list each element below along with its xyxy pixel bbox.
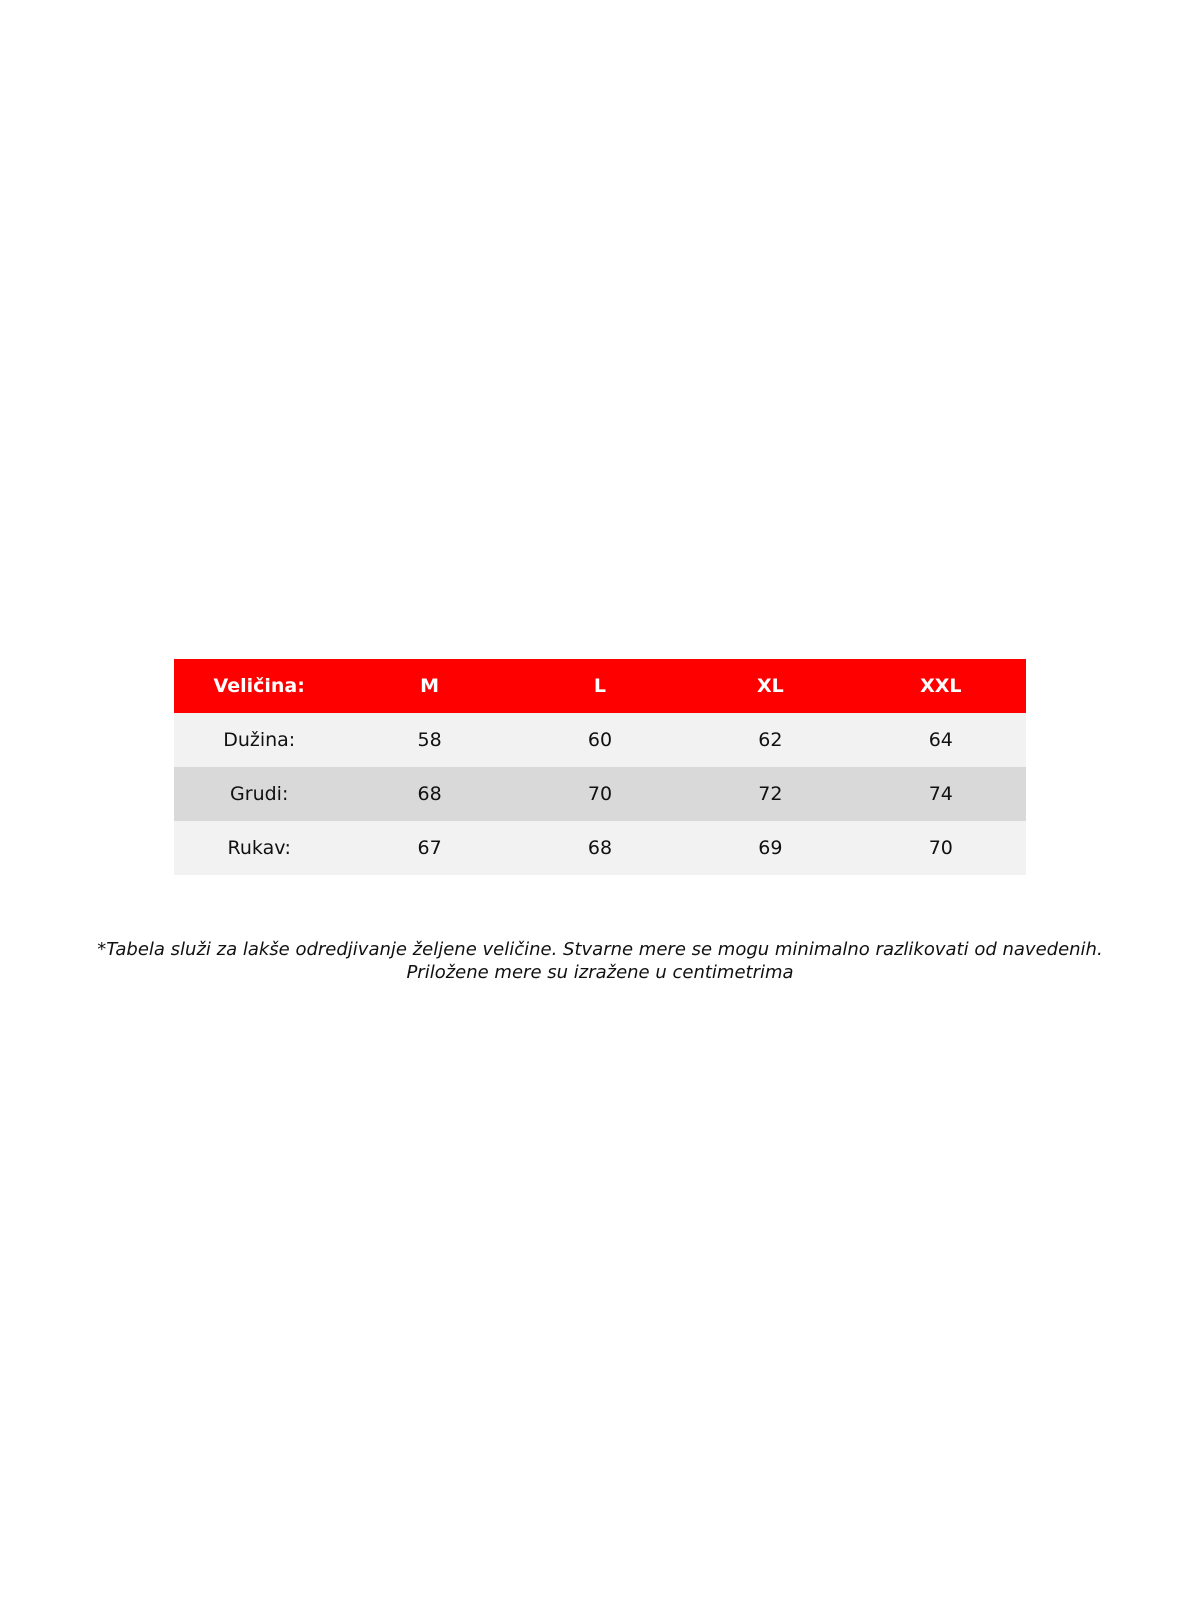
header-row — [174, 659, 1026, 713]
table-row-rukav — [174, 821, 1026, 875]
size-header-xxl: XXL — [856, 659, 1026, 713]
size-note-line-2: Priložene mere su izražene u centimetrima — [406, 962, 794, 983]
table-cell: 58 — [344, 713, 514, 767]
table-row-duzina — [174, 713, 1026, 767]
row-label-duzina: Dužina: — [174, 713, 344, 767]
row-label-rukav: Rukav: — [174, 821, 344, 875]
size-chart-table — [174, 659, 1026, 875]
table-cell: 64 — [856, 713, 1026, 767]
table-cell: 72 — [685, 767, 855, 821]
row-label-grudi: Grudi: — [174, 767, 344, 821]
size-header-xl: XL — [685, 659, 855, 713]
table-cell: 60 — [515, 713, 685, 767]
size-header-l: L — [515, 659, 685, 713]
table-cell: 62 — [685, 713, 855, 767]
size-header-m: M — [344, 659, 514, 713]
table-cell: 68 — [515, 821, 685, 875]
table-cell: 74 — [856, 767, 1026, 821]
table-cell: 69 — [685, 821, 855, 875]
table-cell: 70 — [856, 821, 1026, 875]
table-cell: 67 — [344, 821, 514, 875]
table-cell: 68 — [344, 767, 514, 821]
table-row-grudi — [174, 767, 1026, 821]
size-header-label: Veličina: — [174, 659, 344, 713]
table-cell: 70 — [515, 767, 685, 821]
size-note — [0, 938, 1200, 984]
size-note-line-1: *Tabela služi za lakše odredjivanje željene veličine. Stvarne mere se mogu minimalno razlikovati od navedenih. — [97, 939, 1103, 960]
